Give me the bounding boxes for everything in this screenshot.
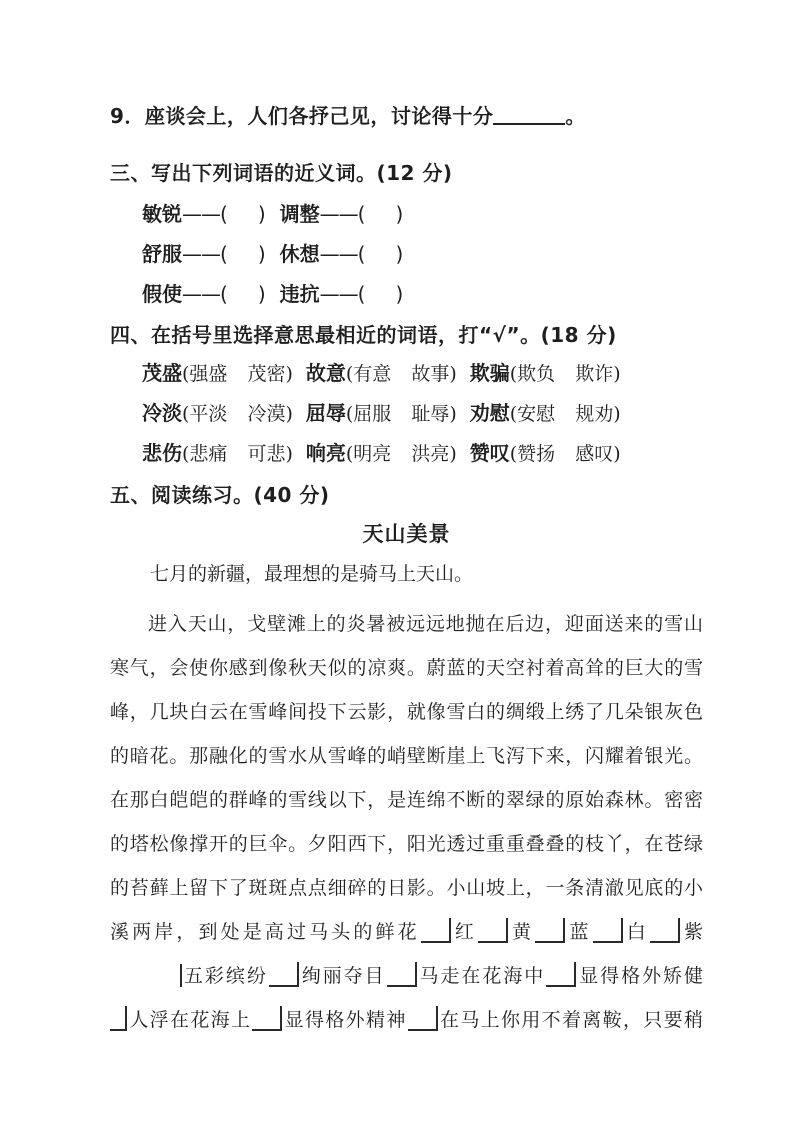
paren-open: ( [509, 403, 518, 425]
word-choice-item [470, 398, 621, 430]
paren-open: ( [357, 242, 366, 266]
choice-word: 茂盛 [142, 361, 182, 385]
passage-text: 黄 [509, 921, 535, 943]
passage-text: 绚丽夺目 [299, 965, 386, 987]
synonym-item [142, 200, 266, 228]
synonym-word: 休想 [279, 242, 320, 266]
question-9 [110, 101, 703, 131]
passage-text: 在马上你用不着离鞍，只要稍 [438, 1009, 703, 1031]
paren-close: ) [613, 363, 621, 385]
paren-open: ( [509, 443, 518, 465]
passage-text: 进入天山，戈壁滩上的炎暑被远远地抛在后边，迎面送来的雪山 [148, 613, 703, 635]
word-choice-row [142, 358, 703, 388]
word-choice-row [142, 438, 703, 468]
passage-line [110, 602, 703, 646]
word-choice-item [142, 438, 293, 470]
choice-option: 悲痛 [189, 443, 228, 465]
synonym-word: 舒服 [142, 242, 182, 266]
choice-option: 耻辱 [411, 403, 450, 425]
punctuation-blank [408, 1006, 438, 1031]
choice-option: 有意 [353, 363, 392, 385]
passage-text: 溪两岸，到处是高过马头的鲜花 [110, 921, 420, 943]
punctuation-blank [110, 1006, 127, 1031]
paren-close: ) [395, 242, 404, 266]
synonym-item [280, 240, 404, 268]
passage-text: 显得格外矫健 [577, 965, 703, 987]
paren-open: ( [509, 363, 518, 385]
paren-close: ) [257, 282, 266, 306]
paren-open: ( [182, 443, 190, 465]
dash: —— [182, 282, 220, 306]
synonym-word: 假使 [142, 282, 182, 306]
paren-open: ( [220, 242, 228, 266]
choice-option: 故事 [411, 363, 450, 385]
paren-open: ( [357, 282, 366, 306]
synonym-word: 违抗 [279, 282, 320, 306]
word-choice-item [470, 358, 621, 390]
choice-option: 屈服 [353, 403, 392, 425]
dash: —— [182, 202, 220, 226]
punctuation-blank [421, 918, 451, 943]
word-choice-item [306, 398, 457, 430]
paren-close: ) [613, 403, 621, 425]
word-choice-item [142, 358, 293, 390]
passage-text: 的暗花。那融化的雪水从雪峰的峭壁断崖上飞泻下来，闪耀着银光。 [110, 745, 703, 767]
question-9-answer-blank [493, 103, 565, 125]
dash: —— [319, 202, 358, 226]
paren-close: ) [285, 403, 293, 425]
choice-option: 安慰 [517, 403, 556, 425]
passage-line [110, 690, 703, 734]
paren-open: ( [220, 282, 228, 306]
passage-body [110, 602, 703, 1042]
choice-option: 欺诈 [575, 363, 614, 385]
paren-close: ) [285, 363, 293, 385]
section-4-heading: 四、在括号里选择意思最相近的词语，打“√”。(18 分) [110, 323, 617, 347]
passage-paragraph-1: 七月的新疆，最理想的是骑马上天山。 [150, 563, 474, 585]
choice-word: 响亮 [305, 441, 346, 465]
passage-line [110, 646, 703, 690]
choice-option: 欺负 [517, 363, 556, 385]
passage-line [110, 866, 703, 910]
punctuation-blank [650, 918, 680, 943]
passage-text: 的苔藓上留下了斑斑点点细碎的日影。小山坡上，一条清澈见底的小 [110, 877, 703, 899]
synonym-item [142, 280, 266, 308]
paren-close: ) [395, 282, 404, 306]
word-choice-item [306, 438, 457, 470]
paren-close: ) [449, 363, 457, 385]
dash: —— [319, 282, 358, 306]
passage-text: 寒气，会使你感到像秋天似的凉爽。蔚蓝的天空衬着高耸的巨大的雪 [110, 657, 703, 679]
passage-text: 峰，几块白云在雪峰间投下云影，就像雪白的绸缎上绣了几朵银灰色 [110, 701, 703, 723]
synonym-item [142, 240, 266, 268]
choice-word: 劝慰 [469, 401, 510, 425]
passage-line [110, 910, 703, 954]
punctuation-blank [252, 1006, 282, 1031]
choice-word: 冷淡 [142, 401, 182, 425]
paren-close: ) [395, 202, 404, 226]
passage-line [110, 954, 703, 998]
paren-close: ) [285, 443, 293, 465]
synonym-row [142, 280, 703, 308]
choice-option: 赞扬 [517, 443, 556, 465]
paren-open: ( [345, 403, 354, 425]
punctuation-blank [478, 918, 508, 943]
choice-word: 屈辱 [305, 401, 346, 425]
synonym-word: 敏锐 [142, 202, 182, 226]
passage-text: 紫 [680, 921, 703, 943]
passage-text: 人浮在花海上 [128, 1009, 252, 1031]
passage-line [110, 822, 703, 866]
synonym-item [280, 280, 404, 308]
paren-open: ( [182, 403, 190, 425]
paren-close: ) [257, 242, 266, 266]
choice-word: 赞叹 [469, 441, 510, 465]
punctuation-blank [546, 962, 576, 987]
punctuation-blank [269, 962, 299, 987]
passage-text: 红 [451, 921, 478, 943]
punctuation-blank [535, 918, 565, 943]
synonym-word: 调整 [279, 202, 320, 226]
word-choice-item [306, 358, 457, 390]
passage-text: 的塔松像撑开的巨伞。夕阳西下，阳光透过重重叠叠的枝丫，在苍绿 [110, 833, 703, 855]
synonym-exercise [110, 200, 703, 308]
paren-close: ) [449, 403, 457, 425]
choice-word: 悲伤 [142, 441, 182, 465]
question-9-period: 。 [565, 104, 586, 128]
punctuation-blank [387, 962, 417, 987]
choice-option: 洪亮 [411, 443, 450, 465]
choice-option: 感叹 [575, 443, 614, 465]
choice-option: 冷漠 [247, 403, 286, 425]
paren-open: ( [182, 363, 190, 385]
passage-line [110, 778, 703, 822]
choice-option: 平淡 [189, 403, 228, 425]
synonym-row [142, 240, 703, 268]
paren-close: ) [449, 443, 457, 465]
word-choice-row [142, 398, 703, 428]
synonym-row [142, 200, 703, 228]
choice-option: 明亮 [353, 443, 392, 465]
word-choice-item [142, 398, 293, 430]
choice-option: 强盛 [189, 363, 228, 385]
paren-open: ( [345, 363, 354, 385]
word-choice-item [470, 438, 621, 470]
punctuation-blank [593, 918, 623, 943]
choice-option: 规劝 [575, 403, 614, 425]
choice-option: 可悲 [247, 443, 286, 465]
word-choice-exercise [110, 358, 703, 468]
choice-word: 欺骗 [469, 361, 510, 385]
passage-line [110, 734, 703, 778]
paren-open: ( [220, 202, 228, 226]
paren-open: ( [357, 202, 366, 226]
passage-line [110, 998, 703, 1042]
section-3-heading: 三、写出下列词语的近义词。(12 分) [110, 161, 453, 185]
paren-close: ) [613, 443, 621, 465]
dash: —— [182, 242, 220, 266]
section-5-heading: 五、阅读练习。(40 分) [110, 483, 330, 507]
synonym-item [280, 200, 404, 228]
passage-text: 白 [623, 921, 649, 943]
passage-text: 马走在花海中 [417, 965, 546, 987]
passage-text: 五彩缤纷 [182, 965, 268, 987]
choice-option: 茂密 [247, 363, 286, 385]
passage-title: 天山美景 [362, 522, 451, 546]
passage-text: 蓝 [566, 921, 592, 943]
paren-open: ( [345, 443, 354, 465]
passage-text: 显得格外精神 [283, 1009, 407, 1031]
question-9-text: 9．座谈会上，人们各抒己见，讨论得十分 [110, 104, 494, 128]
paren-close: ) [257, 202, 266, 226]
choice-word: 故意 [305, 361, 346, 385]
passage-text: 在那白皑皑的群峰的雪线以下，是连绵不断的翠绿的原始森林。密密 [110, 789, 703, 811]
dash: —— [319, 242, 358, 266]
